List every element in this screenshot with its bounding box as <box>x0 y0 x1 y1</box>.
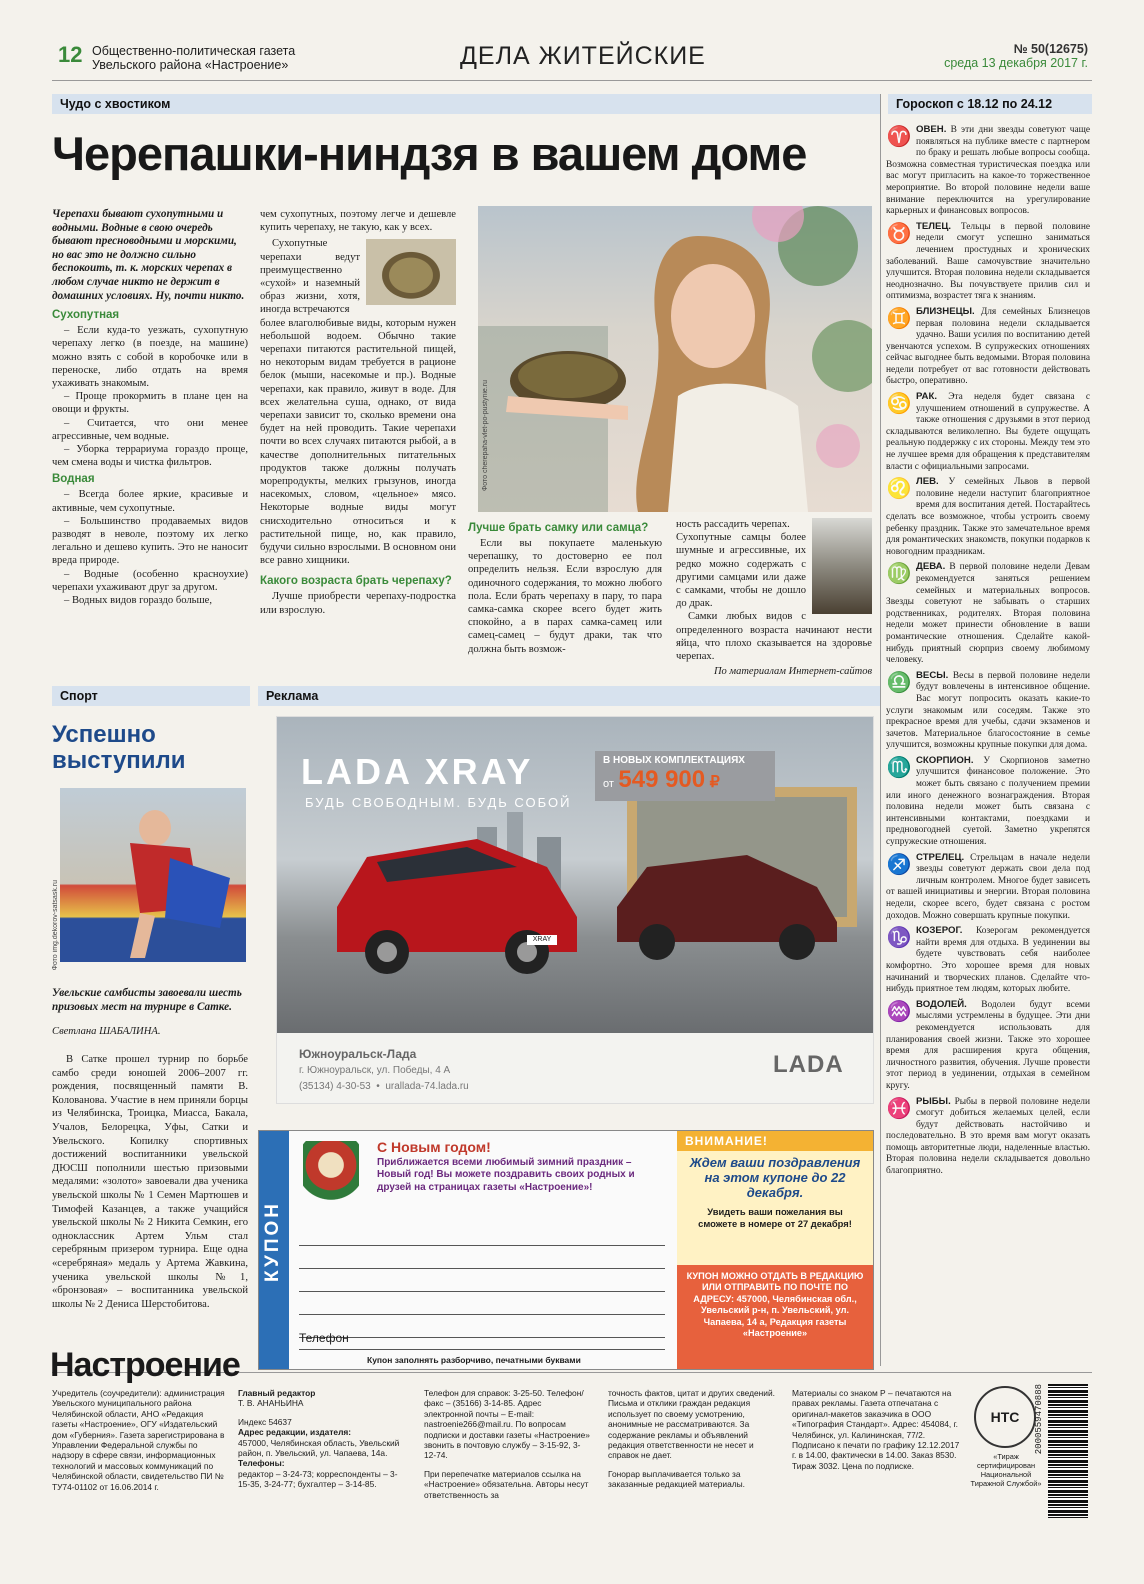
sambo-wrestling-photo <box>60 788 246 962</box>
dealer-name: Южноуральск-Лада <box>299 1047 417 1061</box>
coupon-label: КУПОН <box>262 1201 283 1283</box>
sport-text <box>52 986 248 1311</box>
gemini-icon: ♊ <box>886 307 912 330</box>
coupon-side-bar <box>259 1131 289 1369</box>
barcode <box>1048 1384 1088 1518</box>
ad-slogan: БУДЬ СВОБОДНЫМ. БУДЬ СОБОЙ <box>305 795 572 810</box>
horoscope-sign-name: ТЕЛЕЦ. <box>916 220 952 232</box>
horoscope-sign-text: Рыбы в первой половине недели смогут добиться желаемых целей, если будут действовать настойчиво и последовательно. В это время вам могут оказать помощь авторитетные люди, наделенные властью. Вторая половина недели складывается довольно благоприятно. <box>886 1096 1090 1177</box>
subheading-water: Водная <box>52 473 95 486</box>
masthead-logo: Настроение <box>50 1346 240 1384</box>
leo-icon: ♌ <box>886 478 912 501</box>
footer-founders: Учредитель (соучредители): администрация Увельского муниципального района Челябинской области, АНО «Редакция газеты «Настроение», ОГУ «Издательский дом «Губерния». Газета зарегистрирована в Управлении Федеральной службы по надзору в сфере связи, информационных технологий и массовых коммуникаций по Челябинской области, свидетельство ПИ № ТУ74-01102 от 16.06.2014 г. <box>52 1388 225 1492</box>
land-turtle-text: – Если куда-то уезжать, сухопутную черепаху легко (в поезде, на машине) можно взять с собой в коробочке или в переноске, либо отдать на время ухаживать знакомым. – Проще прокормить в плане цен на овощи и фрукты. – Считается, что они менее агрессивные, чем водные. – Уборка террариума гораздо проще, чем смена воды и чистка фильтров. <box>52 325 248 469</box>
horoscope-sign-name: ВОДОЛЕЙ. <box>916 998 967 1010</box>
license-plate: XRAY <box>527 935 557 945</box>
ad-brand: LADA XRAY <box>301 751 534 792</box>
wait-text: Ждем ваши поздравления на этом купоне до 22 декабря. <box>689 1155 861 1200</box>
header-rule <box>52 80 1092 81</box>
cancer-icon: ♋ <box>886 393 912 416</box>
horoscope-list <box>886 124 1090 1178</box>
horoscope-sign-name: РЫБЫ. <box>916 1095 951 1107</box>
horoscope-item <box>886 1096 1090 1178</box>
sagittarius-icon: ♐ <box>886 853 912 876</box>
horoscope-sign-name: ОВЕН. <box>916 124 947 135</box>
horoscope-sign-text: В эти дни звезды советуют чаще появляться на публике вместе с партнером по браку и решать любые вопросы сообща. Возможна совместная туристическая поездка или вас могут пригласить на какое-то торжественное мероприятие. Во второй половине недели ваше внимание переключится на урегулирование карьерных и финансовых вопросов. <box>886 125 1090 217</box>
page-header <box>46 42 1096 78</box>
coupon-lines <box>299 1223 665 1338</box>
article-column-2: чем сухопутных, поэтому легче и дешевле купить черепаху, не такую, как у всех. Сухопутные черепахи ведут преимущественно «сухой» и наземный образ жизни, хотя, иногда встречаются более влаголюбивые виды, которым нужен небольшой водоем. Обычно такие черепахи питаются растительной пищей, но некоторым видам требуется в рационе белок (мыши, насекомые и пр.). Водные черепахи, как правило, живут в воде. Для всех желательна суша, однако, от вида черепахи зависит то, сколько времени она будет на ней проводить. Такие черепахи почти во всех случаях питаются рыбой, а в качестве дополнительных питательных продуктов также должны получать морепродукты, мелких грызунов, иногда насекомых, словом, «цельное» мясо. Некоторые водные виды могут снисходительно относиться и к растительной пище, но, как правило, будучи сильно взрослыми. В основном они все равно хищники. Какого возраста брать черепаху? Лучше приобрести черепаху-подростка или взрослую. <box>260 209 456 616</box>
photo-illustration <box>478 206 872 512</box>
fill-note: Купон заполнять разборчиво, печатными буквами <box>367 1355 581 1365</box>
sport-photo-credit: Фото img.dekorov-satsask.ru <box>52 880 59 971</box>
horoscope-item <box>886 925 1090 996</box>
horoscope-sign-name: ВЕСЫ. <box>916 669 949 681</box>
taurus-icon: ♉ <box>886 222 912 245</box>
horoscope-sign-name: КОЗЕРОГ. <box>916 925 963 937</box>
subheading-land: Сухопутная <box>52 309 120 322</box>
horoscope-sign-text: Стрельцам в начале недели звезды советуют держать свои дела под личным контролем. Многое будет зависеть от вашей инициативы и энергии. Вторая половина недели, скорее всего, будет связана с ростом доходов. Можно совершать крупные покупки. <box>886 852 1090 921</box>
attention-label: ВНИМАНИЕ! <box>677 1131 873 1151</box>
photo-credit: Фото cherepaha-vlet-po-pustynie.ru <box>482 380 489 492</box>
horoscope-sign-text: Для семейных Близнецов первая половина недели складывается удачно. Ваши усилия по воспитанию детей увенчаются успехом. В супружеских отношениях сейчас выгоднее быть ведомыми. Вторая половина недели потребует от вас готовности действовать быстро, оперативно. <box>886 306 1090 387</box>
sport-lead: Увельские самбисты завоевали шесть призовых мест на турнире в Сатке. <box>52 987 242 1013</box>
scorpio-icon: ♏ <box>886 756 912 779</box>
page-number: 12 <box>58 42 83 67</box>
horoscope-sign-name: СТРЕЛЕЦ. <box>916 851 965 863</box>
barcode-number: 2000559470888 <box>1034 1384 1044 1455</box>
wrestlers-illustration <box>60 788 246 962</box>
dealer-contacts: (35134) 4-30-53 • urallada-74.lada.ru <box>299 1081 469 1092</box>
article-column-1 <box>52 208 248 607</box>
virgo-icon: ♍ <box>886 563 912 586</box>
footer-disclaimer: точность фактов, цитат и других сведений. Письма и отклики граждан редакция использует по своему усмотрению, анонимные не рассматриваются. За содержание рекламы и объявлений редакция ответственности не несет и справок не дает. Гонорар выплачивается только за заказанные редакцией материалы. <box>608 1388 775 1490</box>
capricorn-icon: ♑ <box>886 927 912 950</box>
price-box: В НОВЫХ КОМПЛЕКТАЦИЯХ от 549 900 ₽ <box>595 751 775 801</box>
lada-logo: LADA <box>773 1051 844 1078</box>
small-turtle-photo <box>366 239 456 305</box>
water-turtle-text: – Всегда более яркие, красивые и активные, чем сухопутные. – Большинство продаваемых видов разводят в неволе, поэтому их легко легально и дешево купить. Это не наносит вреда природе. – Водные (особенно красноухие) черепахи ухаживают друг за другом. – Водных видов гораздо больше, <box>52 489 248 607</box>
horoscope-sign-text: Козерогам рекомендуется найти время для отдыха. В уединении вы будете чувствовать себя наиболее комфортно. Это хорошее время для новых начинаний и творческих планов. Сделайте что-нибудь приятное тем людям, которых любите. <box>886 926 1090 995</box>
horoscope-sign-text: В первой половине недели Девам рекомендуется заняться решением семейных и материальных вопросов. Звезды советуют не забывать о старших родственниках, родителях. Вторая половина недели может принести обновление в ваши романтические отношения. Сделайте какой-нибудь приятный сюрприз своему любимому человеку. <box>886 562 1090 666</box>
horoscope-sign-name: ДЕВА. <box>916 561 946 573</box>
horoscope-sign-text: Тельцы в первой половине недели смогут успешно заниматься лечением простудных и хронических заболеваний. Ваше самочувствие значительно улучшится. Вторая половина недели складывается неоднозначно. Вы почувствуете прилив сил и оптимизма, возрастет тяга к знаниям. <box>886 221 1090 302</box>
article-title: Черепашки-ниндзя в вашем доме <box>52 127 807 180</box>
horoscope-item <box>886 391 1090 473</box>
horoscope-item <box>886 124 1090 218</box>
see-text: Увидеть ваши пожелания вы сможете в номере от 27 декабря! <box>698 1206 852 1229</box>
article-column-4: ность рассадить черепах. Сухопутные самцы более шумные и агрессивные, их редко можно содержать с другими самцами или даже с самками, чтобы не дошло до драк. Самки любых видов с определенного возраста начинают нести яйца, что плохо сказывается на здоровье черепах. По материалам Интернет-сайтов <box>676 519 872 678</box>
coupon-address: КУПОН МОЖНО ОТДАТЬ В РЕДАКЦИЮ ИЛИ ОТПРАВИТЬ ПО ПОЧТЕ ПО АДРЕСУ: 457000, Челябинская обл., Увельский р-н, п. Увельский, ул. Чапаева, 14 а, Редакция газеты «Настроение» <box>677 1265 873 1369</box>
horoscope-sign-name: РАК. <box>916 391 938 403</box>
subheading-age: Какого возраста брать черепаху? <box>260 575 452 588</box>
horoscope-item <box>886 999 1090 1093</box>
horoscope-sign-name: СКОРПИОН. <box>916 754 974 766</box>
coupon <box>258 1130 874 1370</box>
coupon-info-panel <box>677 1131 873 1369</box>
sport-rubric: Спорт <box>52 686 250 706</box>
aries-icon: ♈ <box>886 126 912 148</box>
greeting-text: Приближается всеми любимый зимний праздник – Новый год! Вы можете поздравить своих родных и друзей на страницах газеты «Настроение»! <box>377 1157 635 1193</box>
sport-title: Успешно выступили <box>52 721 186 774</box>
sport-body: В Сатке прошел турнир по борьбе самбо среди юношей 2006–2007 гг. рождения, посвященный памяти В. Колованова. Участие в нем приняли борцы из Челябинска, Троицка, Миасса, Бакала, Учалов, Белорецка, Уфы, Сатки и Увельского. Копилку спортивных достижений воспитанники увельской ДЮСШ пополнили шестью призовыми медалями: «золото» завоевали два ученика увельской школы № 1 Семен Мартюшев и Тимофей Казанцев, а также учащийся увельской школы № 2 Никита Семкин, его одноклассник Артем Ульм стал серебряным призером турнира. Еще одна «серебряная» медаль у Артема Жавкина, ученика увельской школы №1, «бронзовая» – воспитанника увельской школы № 2 Дениса Шерстобитова. <box>52 1054 248 1310</box>
horoscope-sign-text: У семейных Львов в первой половине недели наступит благоприятное время для воспитания детей. Постарайтесь сделать все возможное, чтобы устроить своему ребенку праздник. Также это замечательное время для романтических знакомств, покупки подарков к новогодним праздникам. <box>886 477 1090 557</box>
libra-icon: ♎ <box>886 671 912 694</box>
ad-price: 549 900 <box>618 766 706 793</box>
footer-contacts: Телефон для справок: 3-25-50. Телефон/факс – (35166) 3-14-85. Адрес электронной почты – E-mail: nastroenie266@mail.ru. По вопросам подписки и доставки газеты «Настроение» звонить в почтовую службу – 3-15-92, 3-12-74. При перепечатке материалов ссылка на «Настроение» обязательна. Авторы несут ответственность за <box>424 1388 590 1500</box>
turtle-window-photo <box>812 518 872 614</box>
sport-article <box>52 722 248 774</box>
pisces-icon: ♓ <box>886 1097 912 1120</box>
horoscope-item <box>886 221 1090 303</box>
ad-rubric: Реклама <box>258 686 880 706</box>
greeting-title: С Новым годом! <box>377 1139 491 1155</box>
sport-author: Светлана ШАБАЛИНА. <box>52 1026 161 1037</box>
snowman-picture <box>303 1141 359 1221</box>
phone-field[interactable]: Телефон <box>299 1329 665 1350</box>
horoscope-rubric: Гороскоп с 18.12 по 24.12 <box>888 94 1092 114</box>
article-rubric: Чудо с хвостиком <box>52 94 880 114</box>
circulation-seal-icon: НТС <box>974 1386 1036 1448</box>
horoscope-item <box>886 670 1090 752</box>
footer-editorial: Главный редактор Т. В. АНАНЬИНА Индекс 54637 Адрес редакции, издателя: 457000, Челябинская область, Увельский район, п. Увельский, ул. Чапаева, 14а. Телефоны: редактор – 3-24-73; корреспонденты – 3-15-35, 3-24-77; бухгалтер – 3-14-85. <box>238 1388 400 1490</box>
horoscope-item <box>886 476 1090 558</box>
aquarius-icon: ♒ <box>886 1000 912 1023</box>
section-title: ДЕЛА ЖИТЕЙСКИЕ <box>460 42 706 70</box>
horoscope-item <box>886 561 1090 666</box>
article-source: По материалам Интернет-сайтов <box>713 666 872 678</box>
horoscope-divider <box>880 94 881 1366</box>
article-lead: Черепахи бывают сухопутными и водными. Водные в свою очередь бывают пресноводными и морскими, но вас это не должно сильно беспокоить, т. к. морских черепах в любом случае никто не держит в домашних условиях. Ну, почти никто. <box>52 208 245 302</box>
article-column-3: Лучше брать самку или самца? Если вы покупаете маленькую черепашку, то достоверно ее пол определить нельзя. Если взрослую для одиночного содержания, то можно любого пола. Если брать черепаху в пару, то пара самка-самка скорее всего будет жить спокойно, а в парах самка-самец или самец-самец – будут драки, так что должна быть возмож- <box>468 522 662 655</box>
horoscope-sign-name: ЛЕВ. <box>916 476 939 488</box>
horoscope-sign-text: У Скорпионов заметно улучшится финансовое положение. Это может быть связано с получением премии или иного денежного вознаграждения. Вторая половина недели может быть связана с интенсивными контактами, поездками и предновогодней суетой. Заметно укрепятся супружеские отношения. <box>886 755 1090 848</box>
horoscope-sign-text: Весы в первой половине недели будут вовлечены в интенсивное общение. Вас могут попросить оказать какие-то услуги знакомым или соседям. Также это прекрасное время для учебы, сдачи экзаменов и зачетов. Материальное благосостояние в семье улучшится, возможны крупные покупки для дома. <box>886 670 1090 751</box>
horoscope-item <box>886 306 1090 388</box>
horoscope-sign-name: БЛИЗНЕЦЫ. <box>916 305 975 317</box>
lada-advertisement <box>276 716 874 1104</box>
girl-with-turtle-photo <box>478 206 872 512</box>
subheading-sex: Лучше брать самку или самца? <box>468 522 649 534</box>
horoscope-item <box>886 755 1090 849</box>
horoscope-column <box>886 124 1090 1366</box>
footer-print-info: Материалы со знаком Р – печатаются на правах рекламы. Газета отпечатана с оригинал-макетов заказчика в ООО «Типография Стандарт». Адрес: 454084, г. Челябинск, ул. Калининская, 77/2. Подписано к печати по графику 12.12.2017 г. в 14.00, фактически в 14.00. Заказ 8530. Тираж 3032. Цена по подписке. <box>792 1388 960 1471</box>
publisher-info: Общественно-политическая газета Увельского района «Настроение» <box>92 44 296 72</box>
ad-image <box>277 717 873 1033</box>
horoscope-sign-text: Водолеи будут всеми мыслями устремлены в будущее. Эти дни рекомендуется использовать для планирования своей жизни. Также это хорошее время для расширения круга общения, личностного развития, обучения. Лучше провести этот период в уединении, отдыхая в семейном кругу. <box>886 999 1090 1091</box>
horoscope-sign-text: Эта неделя будет связана с улучшением отношений в супружестве. А также отношения с друзьями в этот период складываются великолепно. Вы будете ощущать реальную поддержку с их стороны. Между тем это не лучшее время для обращения к представителям власти с официальными запросами. <box>886 392 1090 472</box>
seal-caption: «Тираж сертифицирован Национальной Тиражной Службой» <box>970 1452 1042 1488</box>
issue-info: № 50(12675) среда 13 декабря 2017 г. <box>944 42 1088 70</box>
horoscope-item <box>886 852 1090 923</box>
dealer-address: г. Южноуральск, ул. Победы, 4 А <box>299 1065 451 1076</box>
